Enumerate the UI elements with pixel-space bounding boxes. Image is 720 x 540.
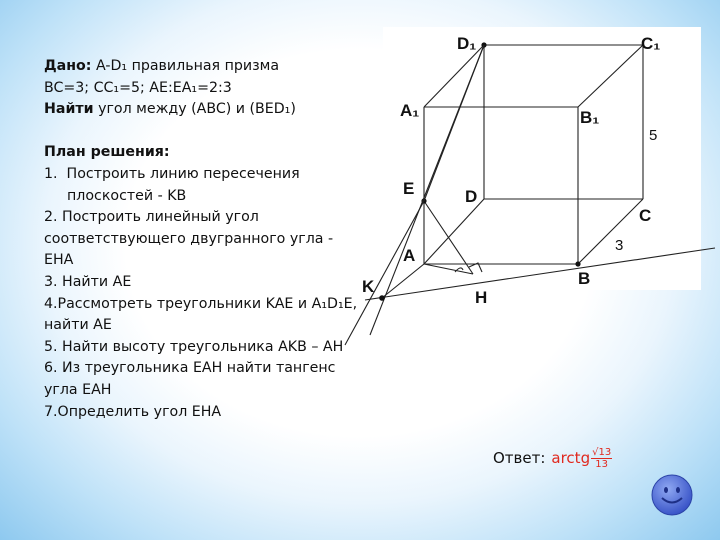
segment-eh <box>424 201 473 274</box>
find-label: Найти <box>44 101 94 118</box>
label-k: K <box>362 277 375 296</box>
given-label: Дано: <box>44 58 92 74</box>
edge-bc <box>578 199 643 264</box>
label-b: B <box>578 269 591 288</box>
edge-d1a1 <box>424 45 484 107</box>
edge-b1c1 <box>578 45 643 107</box>
point-k <box>379 295 385 301</box>
plan-step-6: 6. Из треугольника EAH найти тангенс угла EAH <box>44 360 336 398</box>
answer-fraction <box>591 447 612 470</box>
plan-step-1-num: 1. <box>44 165 58 182</box>
label-b1: B₁ <box>580 108 600 127</box>
label-d: D <box>465 187 478 206</box>
plan-step-1-line2: плоскостей - KB <box>67 187 187 204</box>
given-values: BC=3; CC₁=5; AE:EA₁=2:3 <box>44 79 232 96</box>
plan-step-7: 7.Определить угол EHA <box>44 403 222 420</box>
plan-step-3: 3. Найти AE <box>44 273 132 290</box>
answer-label: Ответ: <box>493 449 546 467</box>
plan-step-4: 4.Рассмотреть треугольники KAE и A₁D₁E, найти AE <box>44 295 358 334</box>
label-a1: A₁ <box>400 101 420 120</box>
plan-step-2: 2. Построить линейный угол соответствующего двугранного угла - EHA <box>44 209 334 269</box>
answer-denominator: 13 <box>595 458 609 470</box>
label-edge-5: 5 <box>649 127 658 144</box>
prism-diagram <box>383 27 701 290</box>
point-d1 <box>481 42 486 47</box>
answer <box>493 440 612 476</box>
answer-numerator: √13 <box>592 446 612 458</box>
point-e <box>421 198 426 203</box>
answer-func: arctg <box>551 449 591 467</box>
label-h: H <box>475 288 488 307</box>
label-edge-3: 3 <box>615 237 624 254</box>
find-text: угол между (ABC) и (BED₁) <box>93 101 296 118</box>
label-c: C <box>639 206 652 225</box>
given-prism: A-D₁ правильная призма <box>91 58 280 74</box>
plan-title: План решения: <box>44 144 170 161</box>
find-line <box>44 99 364 121</box>
segment-ah <box>424 264 473 274</box>
label-c1: C₁ <box>641 34 661 53</box>
point-b <box>575 261 580 266</box>
plan-step-5: 5. Найти высоту треугольника AKB – AH <box>44 338 344 355</box>
plan-step-1-line1: Построить линию пересечения <box>66 165 300 182</box>
task-text <box>44 56 364 423</box>
spacer <box>44 121 364 143</box>
given-line <box>44 56 364 78</box>
label-e: E <box>403 179 415 198</box>
label-d1: D₁ <box>457 34 477 53</box>
label-a: A <box>403 246 416 265</box>
smiley-face-icon[interactable] <box>650 473 694 517</box>
plan-step-1 <box>44 164 364 186</box>
prism-svg <box>383 27 701 290</box>
edge-da <box>424 199 484 264</box>
